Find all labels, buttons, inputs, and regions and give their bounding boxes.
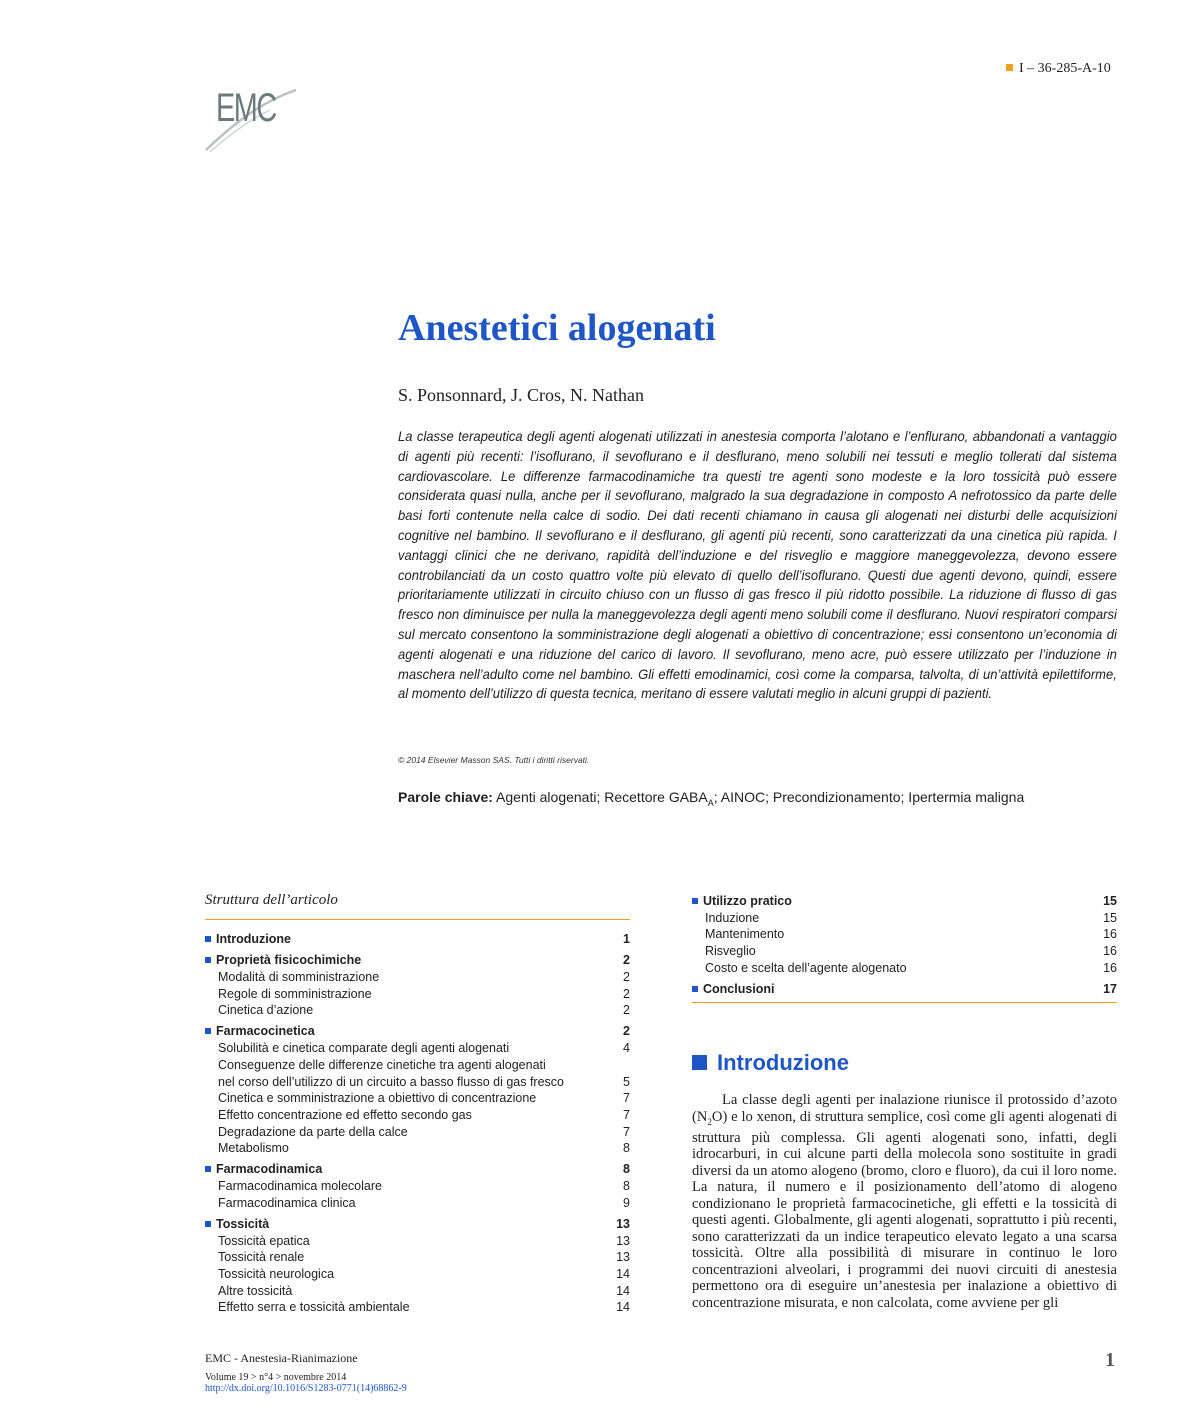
toc-title: Struttura dell’articolo <box>205 892 338 908</box>
emc-logo-text: EMC <box>216 86 276 130</box>
toc-heading-label <box>692 893 792 910</box>
toc-subentry[interactable] <box>205 1124 630 1141</box>
toc-page-number: 15 <box>1103 910 1117 925</box>
keywords-text-b: ; AINOC; Precondizionamento; Ipertermia maligna <box>713 789 1025 805</box>
blue-square-icon <box>205 1028 211 1034</box>
footer-volume: Volume 19 > n°4 > novembre 2014 <box>205 1372 347 1383</box>
toc-entry-proprieta-fisicochimiche[interactable] <box>205 952 630 969</box>
toc-page-number: 2 <box>623 953 630 968</box>
introduction-heading-text: Introduzione <box>717 1050 849 1075</box>
toc-heading-label <box>205 1161 322 1178</box>
toc-page-number: 7 <box>623 1107 630 1122</box>
doi-link[interactable]: http://dx.doi.org/10.1016/S1283-0771(14)68862-9 <box>205 1383 407 1394</box>
toc-page-number: 5 <box>623 1074 630 1089</box>
toc-page-number: 2 <box>623 1003 630 1018</box>
article-reference <box>1006 61 1111 77</box>
toc-right-column <box>692 893 1117 1002</box>
toc-page-number: 13 <box>616 1217 630 1231</box>
toc-entry-farmacodinamica[interactable] <box>205 1161 630 1178</box>
blue-square-icon <box>205 936 211 942</box>
toc-page-number: 1 <box>623 932 630 946</box>
toc-subentry-label: nel corso dell’utilizzo di un circuito a basso flusso di gas fresco <box>218 1074 565 1089</box>
toc-page-number: 4 <box>623 1041 630 1056</box>
toc-heading-text: Conclusioni <box>703 981 775 996</box>
toc-subentry[interactable] <box>205 969 630 986</box>
toc-right-divider <box>692 1002 1117 1003</box>
article-title: Anestetici alogenati <box>398 307 716 349</box>
toc-subentry-label: Metabolismo <box>218 1141 289 1156</box>
toc-section-introduzione <box>205 931 630 948</box>
blue-square-icon <box>692 986 698 992</box>
toc-page-number: 13 <box>616 1233 630 1248</box>
keywords <box>398 789 1024 808</box>
toc-heading-label <box>205 952 361 969</box>
toc-subentry[interactable] <box>205 1195 630 1212</box>
toc-page-number: 8 <box>623 1179 630 1194</box>
introduction-paragraph <box>692 1092 1117 1311</box>
orange-square-icon <box>1006 64 1013 71</box>
toc-subentry[interactable] <box>205 986 630 1003</box>
toc-page-number: 2 <box>623 986 630 1001</box>
toc-section-proprieta-fisicochimiche <box>205 952 630 1019</box>
toc-subentry[interactable] <box>205 1107 630 1124</box>
toc-page-number: 8 <box>623 1162 630 1177</box>
toc-subentry-label: Cinetica d’azione <box>218 1003 314 1018</box>
introduction-heading <box>692 1050 849 1076</box>
toc-subentry[interactable] <box>205 1233 630 1250</box>
toc-section-tossicita <box>205 1216 630 1316</box>
toc-subentry-label: Effetto concentrazione ed effetto secondo gas <box>218 1107 472 1122</box>
toc-entry-conclusioni[interactable] <box>692 981 1117 998</box>
toc-heading-text: Farmacodinamica <box>216 1162 323 1177</box>
intro-text-b: O) e lo xenon, di struttura semplice, così come gli agenti alogenati di struttura più complessa. Gli agenti alogenati sono, infatti, degli idrocarburi, in cui alcune parti della molecola sono sostituite in gradi diversi da un atomo alogeno (bromo, cloro e fluoro), da cui il loro nome. La natura, il numero e il posizionamento dell’atomo di alogeno condizionano le proprietà farmacocinetiche, gli effetti e la tossicità di questi agenti. Globalmente, gli agenti alogenati, soprattutto i più recenti, sono caratterizzati da un indice terapeutico elevato legato a una scarsa tossicità. Oltre alla possibilità di misurare in continuo le loro concentrazioni alveolari, i programmi dei nuovi circuiti di anestesia permettono ora di eseguire un’anestesia per inalazione a obiettivo di concentrazione misurata, e non calcolata, come avviene per gli <box>692 1108 1117 1311</box>
toc-section-farmacocinetica <box>205 1023 630 1157</box>
keywords-subscript: A <box>707 797 714 808</box>
toc-heading-text: Utilizzo pratico <box>703 894 792 908</box>
toc-page-number: 14 <box>616 1300 630 1315</box>
toc-heading-text: Farmacocinetica <box>216 1024 315 1039</box>
toc-entry-utilizzo-pratico[interactable] <box>692 893 1117 910</box>
intro-subscript: 2 <box>707 1116 712 1127</box>
toc-section-farmacodinamica <box>205 1161 630 1211</box>
toc-subentry[interactable] <box>692 926 1117 943</box>
toc-subentry[interactable] <box>205 1040 630 1057</box>
toc-subentry[interactable] <box>205 1074 630 1091</box>
toc-subentry[interactable] <box>205 1249 630 1266</box>
footer-journal: EMC - Anestesia-Rianimazione <box>205 1351 358 1365</box>
toc-section-conclusioni <box>692 981 1117 998</box>
reference-code: I – 36-285-A-10 <box>1019 61 1111 76</box>
copyright: © 2014 Elsevier Masson SAS. Tutti i diritti riservati. <box>398 755 590 765</box>
authors: S. Ponsonnard, J. Cros, N. Nathan <box>398 385 644 405</box>
toc-subentry[interactable] <box>205 1002 630 1019</box>
toc-heading-label <box>205 1216 269 1233</box>
toc-subentry-label: Tossicità neurologica <box>218 1267 335 1282</box>
toc-page-number: 2 <box>623 969 630 984</box>
toc-page-number: 14 <box>616 1283 630 1298</box>
toc-heading-label <box>692 981 775 998</box>
toc-section-utilizzo-pratico <box>692 893 1117 976</box>
toc-page-number: 16 <box>1103 927 1117 942</box>
toc-subentry-label: Solubilità e cinetica comparate degli agenti alogenati <box>218 1041 510 1056</box>
toc-subentry[interactable] <box>205 1266 630 1283</box>
blue-square-icon <box>692 1055 707 1070</box>
blue-square-icon <box>205 1166 211 1172</box>
page-number: 1 <box>1105 1349 1115 1371</box>
toc-page-number: 2 <box>623 1024 630 1039</box>
toc-subentry[interactable] <box>205 1299 630 1316</box>
toc-subentry[interactable] <box>205 1283 630 1300</box>
keywords-label: Parole chiave: <box>398 789 493 805</box>
toc-heading-text: Proprietà fisicochimiche <box>216 953 362 968</box>
toc-left-column <box>205 931 630 1321</box>
blue-square-icon <box>692 898 698 904</box>
toc-subentry-label: Effetto serra e tossicità ambientale <box>218 1300 410 1315</box>
toc-page-number: 7 <box>623 1091 630 1106</box>
toc-subentry-label: Tossicità renale <box>218 1250 305 1265</box>
toc-subentry[interactable] <box>205 1140 630 1157</box>
blue-square-icon <box>205 957 211 963</box>
toc-subentry-label: Farmacodinamica molecolare <box>218 1179 382 1194</box>
abstract: La classe terapeutica degli agenti alogenati utilizzati in anestesia comporta l’alotano e l’enflurano, abbandonati a vantaggio di agenti più recenti: l’isoflurano, il sevoflurano e il desflurano, meno solubili nei tessuti e meglio tollerati dal sistema cardiovascolare. Le differenze farmacodinamiche tra questi tre agenti sono modeste e la loro tossicità può essere considerata quasi nulla, anche per il sevoflurano, malgrado la sua degradazione in composto A nefrotossico da parte delle basi forti contenute nella calce di sodio. Dei dati recenti chiamano in causa gli alogenati nei disturbi delle acquisizioni cognitive nel bambino. Il sevoflurano e il desflurano, gli agenti più recenti, sono caratterizzati da una cinetica più rapida. I vantaggi clinici che ne derivano, rapidità dell’induzione e del risveglio e maggiore maneggevolezza, devono essere controbilanciati da un costo quattro volte più elevato di quello dell’isoflurano. Questi due agenti devono, quindi, essere prioritariamente utilizzati in circuito chiuso con un flusso di gas fresco il più ridotto possibile. La riduzione di flusso di gas fresco non diminuisce per nulla la maneggevolezza degli agenti meno solubili come il desflurano. Nuovi respiratori comparsi sul mercato consentono la somministrazione degli alogenati a obiettivo di concentrazione; essi consentono un’economia di agenti alogenati e una riduzione del carico di lavoro. Il sevoflurano, meno acre, può essere utilizzato per l’induzione in maschera nell’adulto come nel bambino. Gli effetti emodinamici, così come la comparsa, talvolta, di un’attività epilettiforme, al momento dell’utilizzo di questa tecnica, meritano di essere valutati meglio in alcuni gruppi di pazienti. <box>398 428 1117 702</box>
toc-page-number: 13 <box>616 1250 630 1265</box>
toc-subentry[interactable] <box>205 1090 630 1107</box>
toc-page-number: 8 <box>623 1141 630 1156</box>
toc-page-number: 16 <box>1103 960 1117 975</box>
toc-subentry[interactable] <box>692 943 1117 960</box>
toc-heading-label <box>205 1023 315 1040</box>
toc-subentry[interactable] <box>692 960 1117 977</box>
keywords-text-a: Agenti alogenati; Recettore GABA <box>492 789 708 805</box>
toc-subentry-label: Altre tossicità <box>218 1283 293 1298</box>
toc-heading-text: Tossicità <box>216 1217 270 1231</box>
toc-entry-farmacocinetica[interactable] <box>205 1023 630 1040</box>
toc-heading-label <box>205 931 291 948</box>
toc-page-number: 7 <box>623 1124 630 1139</box>
toc-subentry-label: Induzione <box>705 910 760 925</box>
toc-page-number: 16 <box>1103 944 1117 959</box>
toc-subentry-label: Farmacodinamica clinica <box>218 1195 356 1210</box>
toc-subentry-label: Conseguenze delle differenze cinetiche tra agenti alogenati <box>218 1057 546 1072</box>
toc-entry-tossicita[interactable] <box>205 1216 630 1233</box>
toc-subentry-label: Mantenimento <box>705 927 785 942</box>
toc-subentry[interactable] <box>205 1178 630 1195</box>
toc-subentry-label: Modalità di somministrazione <box>218 969 380 984</box>
toc-subentry-label: Costo e scelta dell’agente alogenato <box>705 960 907 975</box>
toc-page-number: 14 <box>616 1267 630 1282</box>
toc-page-number: 15 <box>1103 894 1117 908</box>
toc-subentry[interactable] <box>205 1057 630 1074</box>
toc-divider <box>205 919 630 920</box>
toc-heading-text: Introduzione <box>216 932 291 946</box>
toc-subentry-label: Regole di somministrazione <box>218 986 372 1001</box>
toc-subentry-label: Cinetica e somministrazione a obiettivo di concentrazione <box>218 1091 537 1106</box>
intro-text-a: La classe degli agenti per inalazione riunisce il protossido d’azoto (N <box>692 1092 1117 1125</box>
toc-page-number: 17 <box>1103 981 1117 996</box>
toc-subentry-label: Degradazione da parte della calce <box>218 1124 408 1139</box>
blue-square-icon <box>205 1221 211 1227</box>
toc-subentry[interactable] <box>692 910 1117 927</box>
toc-subentry-label: Tossicità epatica <box>218 1233 310 1248</box>
toc-entry-introduzione[interactable] <box>205 931 630 948</box>
toc-subentry-label: Risveglio <box>705 944 756 959</box>
toc-page-number: 9 <box>623 1195 630 1210</box>
